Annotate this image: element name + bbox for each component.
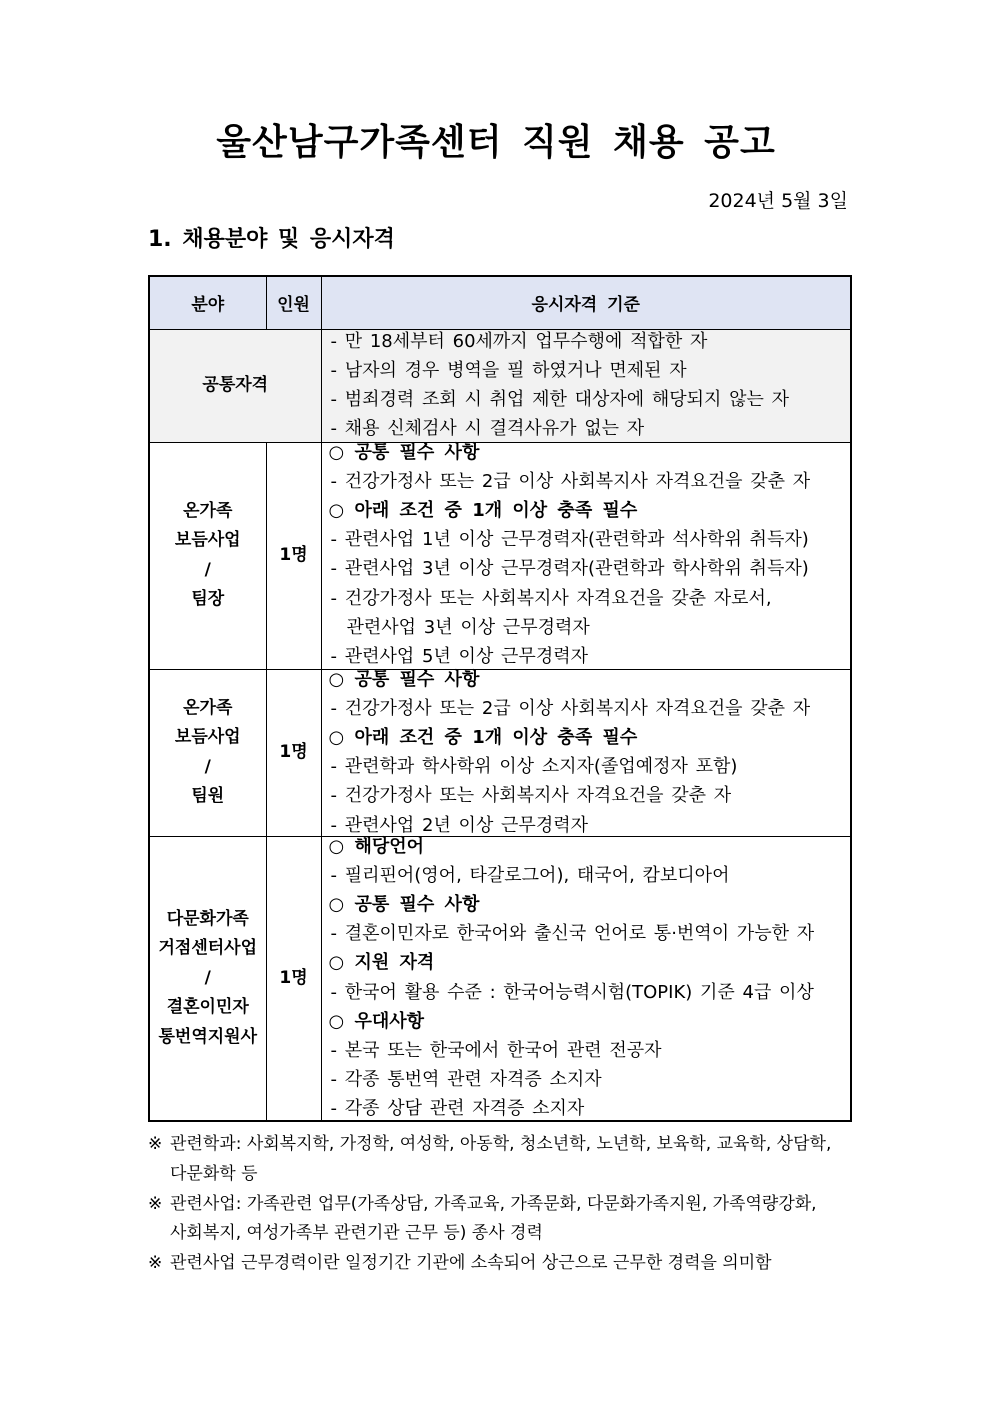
doc-title: 울산남구가족센터 직원 채용 공고 — [216, 122, 776, 163]
criteria-line: - 건강가정사 또는 2급 이상 사회복지사 자격요건을 갖춘 자 — [330, 697, 811, 719]
note-line: 다문화학 등 — [170, 1163, 258, 1184]
field-label-line: 온가족 — [183, 697, 233, 718]
criteria-subheading: ○ 우대사항 — [328, 1010, 425, 1032]
field-label-line: 팀원 — [191, 786, 225, 806]
table-header-row — [149, 276, 851, 329]
criteria-line: - 건강가정사 또는 사회복지사 자격요건을 갖춘 자로서, — [330, 587, 772, 609]
field-label-line: 통번역지원사 — [158, 1026, 258, 1047]
doc-date: 2024년 5월 3일 — [708, 190, 848, 212]
criteria-line: - 채용 신체검사 시 결격사유가 없는 자 — [330, 418, 645, 440]
field-label-line: 팀장 — [191, 589, 225, 609]
note-item — [148, 1190, 858, 1250]
criteria-line: - 각종 통번역 관련 자격증 소지자 — [330, 1069, 602, 1091]
field-label-line: 보듬사업 — [174, 530, 241, 550]
field-label-line: / — [204, 559, 211, 580]
criteria-line: - 건강가정사 또는 사회복지사 자격요건을 갖춘 자 — [330, 785, 732, 807]
field-label — [149, 442, 266, 669]
criteria-subheading: ○ 지원 자격 — [328, 952, 435, 974]
criteria-line: - 관련사업 5년 이상 근무경력자 — [330, 645, 588, 667]
field-label-line: / — [204, 967, 211, 988]
requirements-table — [148, 275, 852, 1122]
table-header-criteria: 응시자격 기준 — [321, 276, 851, 329]
note-item — [148, 1130, 858, 1190]
table-header-field: 분야 — [149, 276, 266, 329]
criteria-line: - 남자의 경우 병역을 필 하였거나 면제된 자 — [330, 359, 687, 381]
field-label — [149, 836, 266, 1121]
criteria-line: - 한국어 활용 수준 : 한국어능력시험(TOPIK) 기준 4급 이상 — [330, 981, 814, 1003]
criteria-cell — [321, 442, 851, 669]
criteria-cell — [321, 836, 851, 1121]
criteria-subheading: ○ 공통 필수 사항 — [328, 441, 480, 463]
criteria-line: - 관련학과 학사학위 이상 소지자(졸업예정자 포함) — [330, 756, 738, 778]
field-label-line: 온가족 — [183, 500, 233, 521]
table-row — [149, 442, 851, 669]
criteria-line-continuation: 관련사업 3년 이상 근무경력자 — [346, 616, 590, 638]
section-heading: 1. 채용분야 및 응시자격 — [148, 227, 395, 252]
headcount: 1명 — [266, 669, 321, 836]
headcount: 1명 — [266, 836, 321, 1121]
criteria-line: - 건강가정사 또는 2급 이상 사회복지사 자격요건을 갖춘 자 — [330, 470, 811, 492]
criteria-cell — [321, 669, 851, 836]
notes — [148, 1130, 858, 1279]
criteria-line: - 본국 또는 한국에서 한국어 관련 전공자 — [330, 1039, 662, 1061]
common-label: 공통자격 — [149, 329, 321, 442]
criteria-subheading: ○ 공통 필수 사항 — [328, 893, 480, 915]
field-label-line: 결혼이민자 — [166, 997, 249, 1017]
criteria-line: - 범죄경력 조회 시 취업 제한 대상자에 해당되지 않는 자 — [330, 388, 790, 410]
common-qualification-row — [149, 329, 851, 442]
note-line: 관련학과: 사회복지학, 가정학, 여성학, 아동학, 청소년학, 노년학, 보육학, 교육학, 상담학, — [170, 1134, 832, 1154]
criteria-subheading: ○ 해당언어 — [328, 835, 425, 857]
common-criteria — [321, 329, 851, 442]
criteria-subheading: ○ 아래 조건 중 1개 이상 충족 필수 — [328, 726, 638, 748]
criteria-line: - 각종 상담 관련 자격증 소지자 — [330, 1098, 585, 1120]
criteria-line: - 만 18세부터 60세까지 업무수행에 적합한 자 — [330, 330, 708, 352]
note-line: 사회복지, 여성가족부 관련기관 근무 등) 종사 경력 — [170, 1223, 543, 1244]
criteria-line: - 관련사업 2년 이상 근무경력자 — [330, 814, 588, 836]
note-line: 관련사업 근무경력이란 일정기간 기관에 소속되어 상근으로 근무한 경력을 의미함 — [170, 1253, 772, 1273]
criteria-line: - 관련사업 1년 이상 근무경력자(관련학과 석사학위 취득자) — [330, 529, 809, 551]
criteria-subheading: ○ 아래 조건 중 1개 이상 충족 필수 — [328, 499, 638, 521]
table-header-count: 인원 — [266, 276, 321, 329]
criteria-line: - 필리핀어(영어, 타갈로그어), 태국어, 캄보디아어 — [330, 864, 730, 886]
headcount: 1명 — [266, 442, 321, 669]
field-label — [149, 669, 266, 836]
note-item — [148, 1249, 858, 1279]
criteria-line: - 관련사업 3년 이상 근무경력자(관련학과 학사학위 취득자) — [330, 558, 809, 580]
note-mark: ※ — [148, 1193, 163, 1214]
table-row — [149, 669, 851, 836]
field-label-line: 보듬사업 — [174, 727, 241, 747]
criteria-subheading: ○ 공통 필수 사항 — [328, 668, 480, 690]
field-label-line: 다문화가족 — [166, 908, 249, 929]
criteria-line: - 결혼이민자로 한국어와 출신국 언어로 통·번역이 가능한 자 — [330, 923, 815, 945]
note-line: 관련사업: 가족관련 업무(가족상담, 가족교육, 가족문화, 다문화가족지원, 가족역량강화, — [170, 1193, 817, 1214]
table-row — [149, 836, 851, 1121]
field-label-line: / — [204, 756, 211, 777]
note-mark: ※ — [148, 1134, 163, 1154]
field-label-line: 거점센터사업 — [158, 938, 258, 958]
note-mark: ※ — [148, 1253, 163, 1273]
